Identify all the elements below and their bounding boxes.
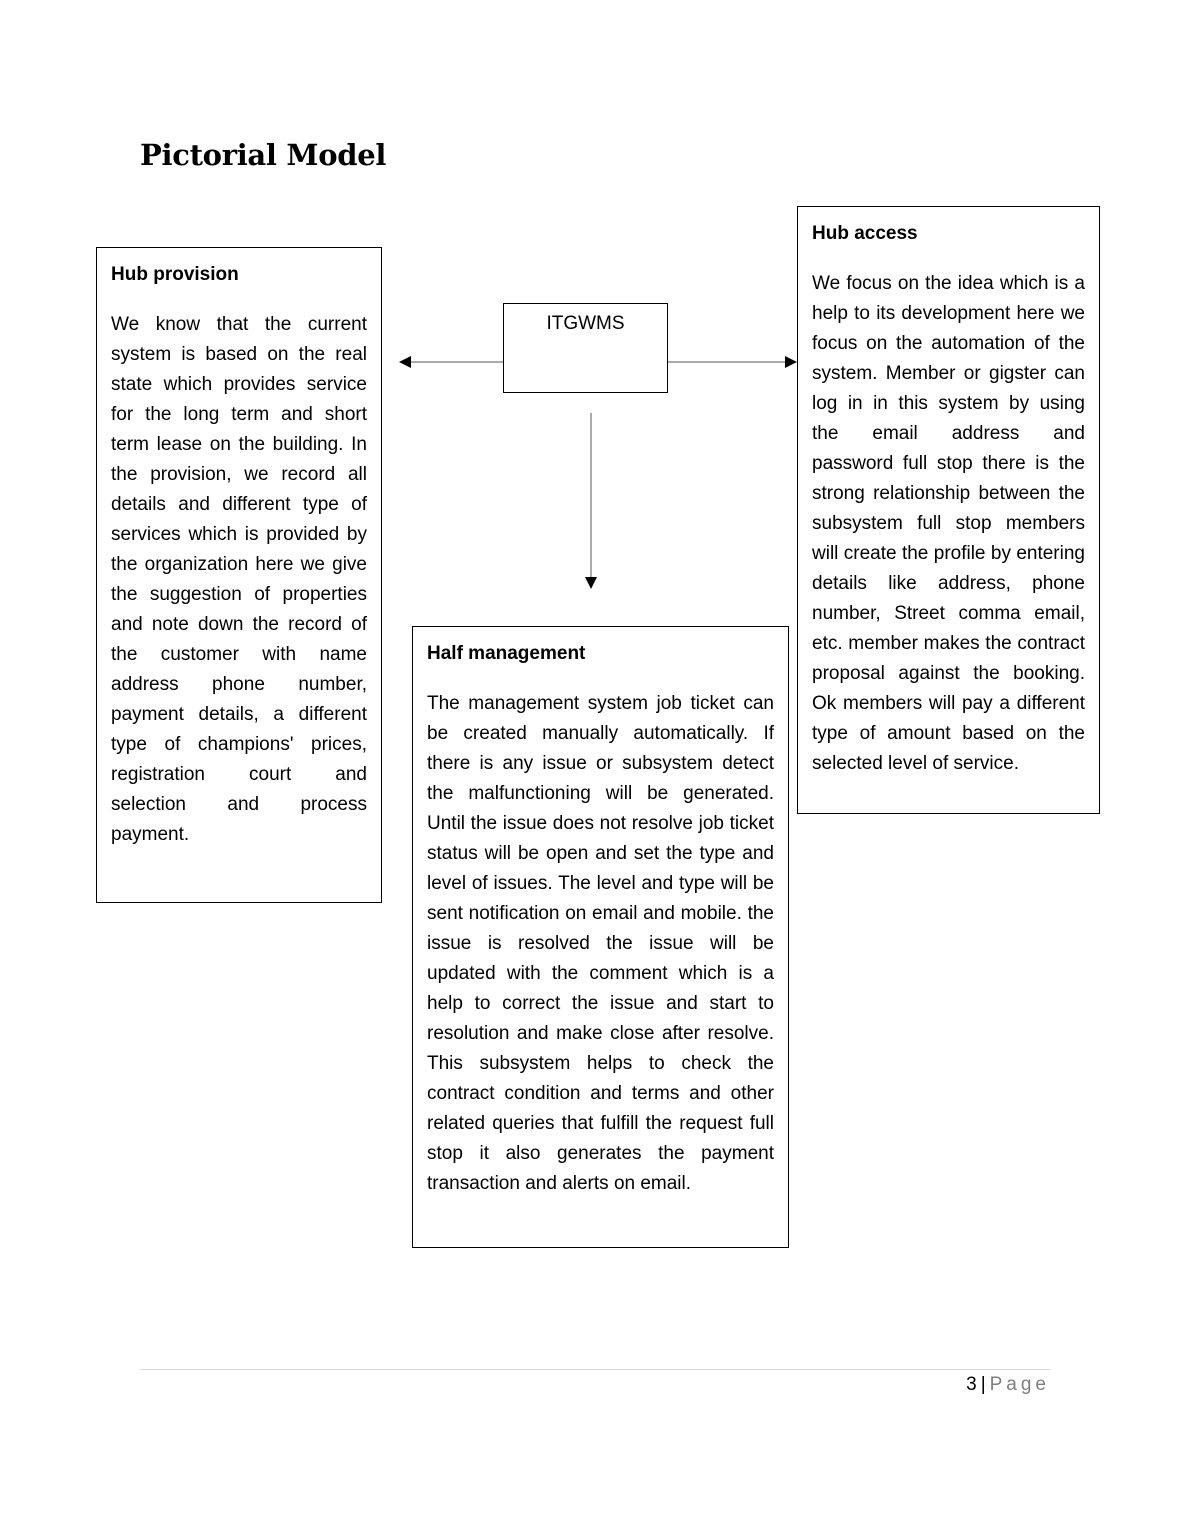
arrowhead-left-icon	[399, 356, 411, 368]
footer-separator: |	[980, 1374, 986, 1395]
hub-access-body: We focus on the idea which is a help to its development here we focus on the automation of the system. Member or gigster can log in in this system by using the email address and password full stop there is the strong relationship between the subsystem full stop members will create the profile by entering details like address, phone number, Street comma email, etc. member makes the contract proposal against the booking. Ok members will pay a different type of amount based on the selected level of service.	[812, 273, 1085, 774]
hub-provision-title: Hub provision	[111, 264, 239, 285]
half-management-title: Half management	[427, 643, 586, 664]
itgwms-label: ITGWMS	[546, 313, 625, 334]
hub-provision-body: We know that the current system is based on the real state which provides service for the long term and short term lease on the building. In the provision, we record all details and different type of services which is provided by the organization here we give the suggestion of properties and note down the record of the customer with name address phone number, payment details, a different type of champions' prices, registration court and selection and process payment.	[111, 314, 367, 845]
page-footer	[966, 1373, 1050, 1397]
page-number: 3	[966, 1374, 977, 1395]
hub-access-title: Hub access	[812, 223, 918, 244]
arrowhead-right-icon	[785, 356, 797, 368]
page-word: Page	[989, 1374, 1050, 1395]
half-management-body: The management system job ticket can be created manually automatically. If there is any issue or subsystem detect the malfunctioning will be generated. Until the issue does not resolve job ticket status will be open and set the type and level of issues. The level and type will be sent notification on email and mobile. the issue is resolved the issue will be updated with the comment which is a help to correct the issue and start to resolution and make close after resolve. This subsystem helps to check the contract condition and terms and other related queries that fulfill the request full stop it also generates the payment transaction and alerts on email.	[427, 693, 774, 1194]
arrowhead-down-icon	[585, 577, 597, 589]
footer-divider	[140, 1369, 1050, 1370]
page-title: Pictorial Model	[140, 138, 387, 172]
